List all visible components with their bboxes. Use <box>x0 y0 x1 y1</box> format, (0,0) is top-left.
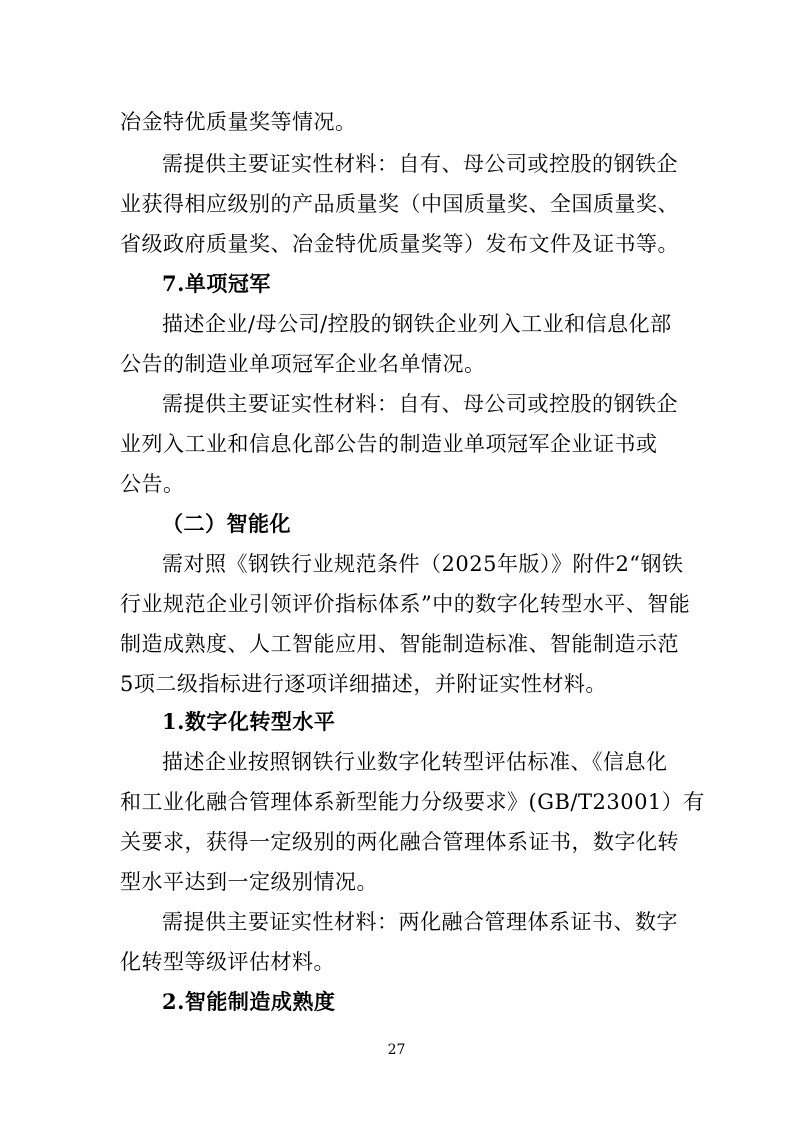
text-line: 冶金特优质量奖等情况。 <box>120 110 357 134</box>
paragraph-first-line: 描述企业按照钢铁行业数字化转型评估标准、《信息化 <box>162 750 668 774</box>
text-line: 5项二级指标进行逐项详细描述，并附证实性材料。 <box>120 672 607 696</box>
text-line: 关要求，获得一定级别的两化融合管理体系证书，数字化转 <box>120 830 679 854</box>
paragraph-first-line: 需对照《钢铁行业规范条件（2025年版）》附件2“钢铁 <box>162 552 684 576</box>
text-line: 和工业化融合管理体系新型能力分级要求》(GB/T23001）有 <box>120 790 705 814</box>
section-heading-intelligence: （二）智能化 <box>162 511 291 536</box>
text-line: 业列入工业和信息化部公告的制造业单项冠军企业证书或 <box>120 432 658 456</box>
text-line: 业获得相应级别的产品质量奖（中国质量奖、全国质量奖、 <box>120 192 679 216</box>
text-line: 制造成熟度、人工智能应用、智能制造标准、智能制造示范 <box>120 632 679 656</box>
text-line: 省级政府质量奖、冶金特优质量奖等）发布文件及证书等。 <box>120 232 679 256</box>
text-line: 公告的制造业单项冠军企业名单情况。 <box>120 352 486 376</box>
paragraph-first-line: 需提供主要证实性材料：自有、母公司或控股的钢铁企 <box>162 152 678 176</box>
section-heading-digital-transformation: 1.数字化转型水平 <box>162 709 336 734</box>
text-line: 型水平达到一定级别情况。 <box>120 870 378 894</box>
paragraph-first-line: 描述企业/母公司/控股的钢铁企业列入工业和信息化部 <box>162 312 672 336</box>
section-heading-single-champion: 7.单项冠军 <box>162 271 271 296</box>
text-line: 公告。 <box>120 472 185 496</box>
page-number: 27 <box>387 1042 406 1058</box>
paragraph-first-line: 需提供主要证实性材料：两化融合管理体系证书、数字 <box>162 910 678 934</box>
text-line: 化转型等级评估材料。 <box>120 950 335 974</box>
text-line: 行业规范企业引领评价指标体系”中的数字化转型水平、智能 <box>120 592 691 616</box>
paragraph-first-line: 需提供主要证实性材料：自有、母公司或控股的钢铁企 <box>162 392 678 416</box>
section-heading-intelligent-manufacturing-maturity: 2.智能制造成熟度 <box>162 989 336 1014</box>
